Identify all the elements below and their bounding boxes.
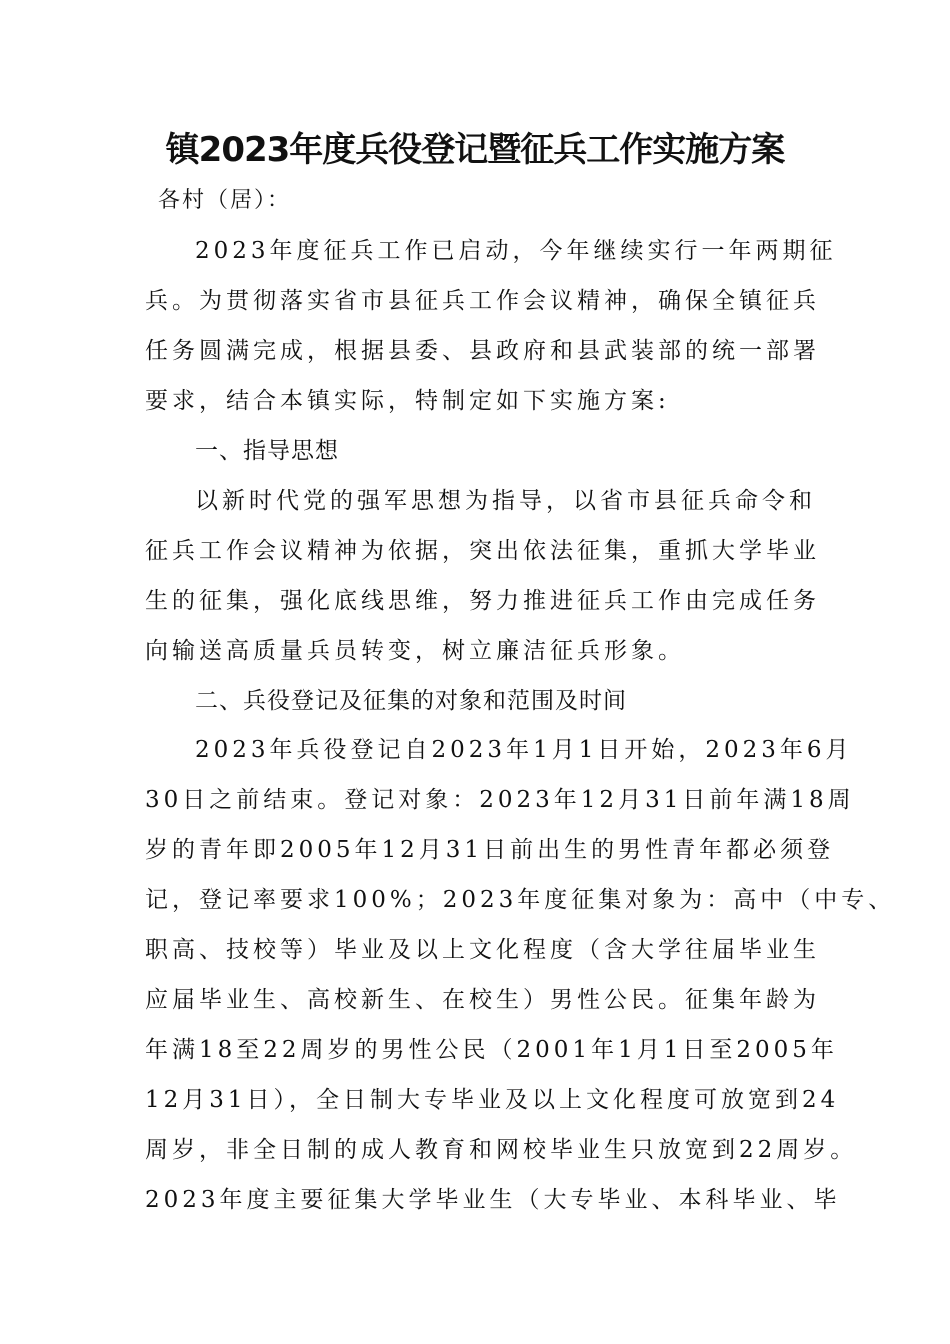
document-title: 镇2023年度兵役登记暨征兵工作实施方案 [165,130,785,170]
section-heading: 一、指导思想 [195,438,339,464]
intro-line: 要求，结合本镇实际，特制定如下实施方案: [145,388,670,414]
section2-line: 应届毕业生、高校新生、在校生）男性公民。征集年龄为 [145,987,820,1013]
section1-line: 征兵工作会议精神为依据，突出依法征集，重抓大学毕业 [145,538,820,564]
section-heading: 二、兵役登记及征集的对象和范围及时间 [195,688,627,714]
section2-line: 年满18至22周岁的男性公民（2001年1月1日至2005年 [145,1037,838,1063]
intro-line: 2023年度征兵工作已启动，今年继续实行一年两期征 [195,238,837,264]
section2-line: 职高、技校等）毕业及以上文化程度（含大学往届毕业生 [145,937,820,963]
section1-line: 向输送高质量兵员转变，树立廉洁征兵形象。 [145,638,685,664]
section1-line: 生的征集，强化底线思维，努力推进征兵工作由完成任务 [145,588,820,614]
section2-line: 30日之前结束。登记对象：2023年12月31日前年满18周 [145,787,855,813]
section2-line: 岁的青年即2005年12月31日前出生的男性青年都必须登 [145,837,835,863]
intro-line: 兵。为贯彻落实省市县征兵工作会议精神，确保全镇征兵 [145,288,820,314]
section2-line: 12月31日），全日制大专毕业及以上文化程度可放宽到24 [145,1087,840,1113]
section2-line: 2023年兵役登记自2023年1月1日开始，2023年6月 [195,737,853,763]
salutation: 各村（居）： [158,188,292,213]
section1-line: 以新时代党的强军思想为指导，以省市县征兵命令和 [195,488,816,514]
section2-line: 记，登记率要求100%；2023年度征集对象为：高中（中专、 [145,887,896,913]
section2-line: 周岁，非全日制的成人教育和网校毕业生只放宽到22周岁。 [145,1137,858,1163]
intro-line: 任务圆满完成，根据县委、县政府和县武装部的统一部署 [145,338,820,364]
section2-line: 2023年度主要征集大学毕业生（大专毕业、本科毕业、毕 [145,1187,841,1213]
